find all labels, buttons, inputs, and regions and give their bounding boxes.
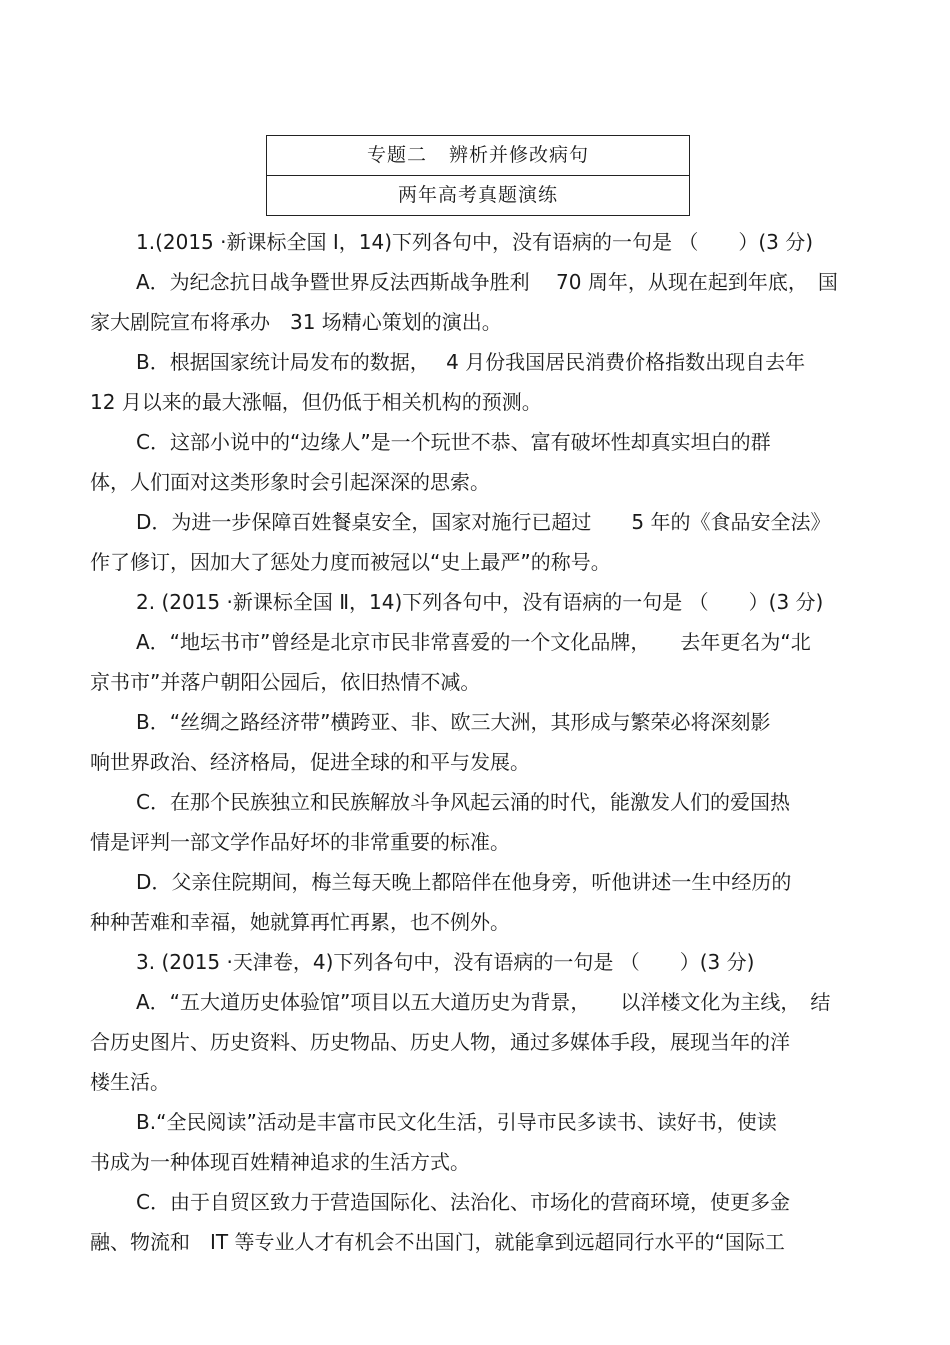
option-line: 种种苦难和幸福，她就算再忙再累，也不例外。	[90, 910, 510, 934]
option-line: A．“五大道历史体验馆”项目以五大道历史为背景， 以洋楼文化为主线， 结	[136, 990, 831, 1014]
option-line: B.“全民阅读”活动是丰富市民文化生活，引导市民多读书、读好书，使读	[136, 1110, 777, 1134]
topic-title: 辨析并修改病句	[449, 144, 590, 166]
option-line: 家大剧院宣布将承办 31 场精心策划的演出。	[90, 310, 502, 334]
question-stem: 2. (2015 ·新课标全国 Ⅱ，14)下列各句中，没有语病的一句是 （ ）(3 分)	[136, 590, 824, 614]
option-line: 响世界政治、经济格局，促进全球的和平与发展。	[90, 750, 530, 774]
option-line: A．为纪念抗日战争暨世界反法西斯战争胜利 70 周年，从现在起到年底， 国	[136, 270, 838, 294]
option-line: C．这部小说中的“边缘人”是一个玩世不恭、富有破坏性却真实坦白的群	[136, 430, 771, 454]
option-line: B．“丝绸之路经济带”横跨亚、非、欧三大洲，其形成与繁荣必将深刻影	[136, 710, 771, 734]
option-line: B．根据国家统计局发布的数据， 4 月份我国居民消费价格指数出现自去年	[136, 350, 806, 374]
title-table	[266, 135, 690, 216]
option-line: D．父亲住院期间，梅兰每天晚上都陪伴在他身旁，听他讲述一生中经历的	[136, 870, 792, 894]
option-line: C．在那个民族独立和民族解放斗争风起云涌的时代，能激发人们的爱国热	[136, 790, 790, 814]
option-line: 楼生活。	[90, 1070, 170, 1094]
option-line: 京书市”并落户朝阳公园后，依旧热情不减。	[90, 670, 481, 694]
option-line: 融、物流和 IT 等专业人才有机会不出国门，就能拿到远超同行水平的“国际工	[90, 1230, 785, 1254]
topic-title-row	[267, 136, 689, 175]
option-line: 12 月以来的最大涨幅，但仍低于相关机构的预测。	[90, 390, 542, 414]
option-line: 作了修订，因加大了惩处力度而被冠以“史上最严”的称号。	[90, 550, 611, 574]
option-line: C．由于自贸区致力于营造国际化、法治化、市场化的营商环境，使更多金	[136, 1190, 790, 1214]
subtitle: 两年高考真题演练	[397, 184, 558, 206]
topic-label: 专题二	[366, 144, 427, 166]
option-line: A．“地坛书市”曾经是北京市民非常喜爱的一个文化品牌， 去年更名为“北	[136, 630, 811, 654]
question-stem: 1.(2015 ·新课标全国 Ⅰ，14)下列各句中，没有语病的一句是 （ ）(3 分)	[136, 230, 814, 254]
option-line: 书成为一种体现百姓精神追求的生活方式。	[90, 1150, 470, 1174]
subtitle-row	[267, 175, 689, 215]
question-stem: 3. (2015 ·天津卷，4)下列各句中，没有语病的一句是 （ ）(3 分)	[136, 950, 755, 974]
option-line: 合历史图片、历史资料、历史物品、历史人物，通过多媒体手段，展现当年的洋	[90, 1030, 790, 1054]
option-line: 情是评判一部文学作品好坏的非常重要的标准。	[90, 830, 510, 854]
option-line: D．为进一步保障百姓餐桌安全，国家对施行已超过 5 年的《食品安全法》	[136, 510, 831, 534]
option-line: 体，人们面对这类形象时会引起深深的思索。	[90, 470, 490, 494]
